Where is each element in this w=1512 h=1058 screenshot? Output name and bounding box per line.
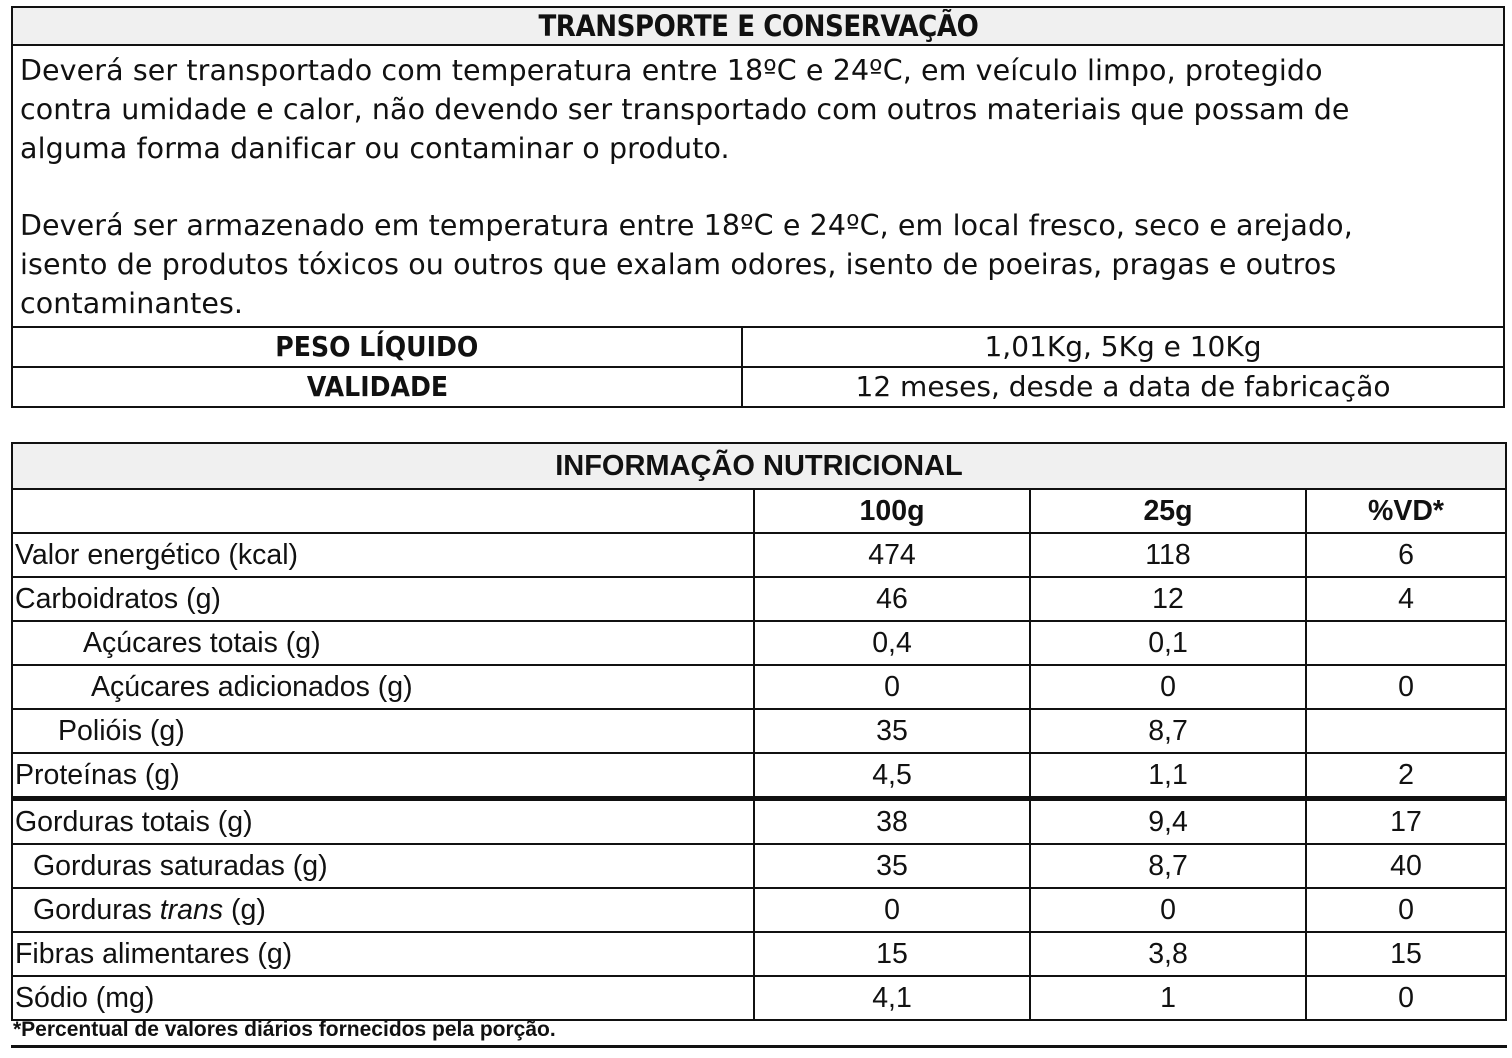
value-vd: 0 bbox=[1306, 665, 1506, 709]
value-vd bbox=[1306, 709, 1506, 753]
nutrition-header-row bbox=[12, 489, 1506, 533]
value-vd: 6 bbox=[1306, 533, 1506, 577]
table-row bbox=[12, 888, 1506, 932]
nutrient-label: Polióis (g) bbox=[12, 709, 754, 753]
label-prefix: Gorduras bbox=[33, 894, 160, 926]
value-25g: 12 bbox=[1030, 577, 1306, 621]
header-blank bbox=[12, 489, 754, 533]
nutrient-label: Açúcares totais (g) bbox=[12, 621, 754, 665]
validity-row bbox=[12, 367, 1504, 407]
value-25g: 0,1 bbox=[1030, 621, 1306, 665]
table-row bbox=[12, 577, 1506, 621]
table-row bbox=[12, 533, 1506, 577]
nutrient-label: Valor energético (kcal) bbox=[12, 533, 754, 577]
transport-text-line: contra umidade e calor, não devendo ser transportado com outros materiais que possam de bbox=[20, 92, 1350, 126]
value-vd: 17 bbox=[1306, 799, 1506, 845]
validity-label: VALIDADE bbox=[12, 367, 742, 407]
value-vd: 2 bbox=[1306, 753, 1506, 799]
transport-text-line: alguma forma danificar ou contaminar o produto. bbox=[20, 131, 730, 165]
value-25g: 0 bbox=[1030, 665, 1306, 709]
table-row bbox=[12, 709, 1506, 753]
value-vd: 0 bbox=[1306, 888, 1506, 932]
value-100g: 474 bbox=[754, 533, 1030, 577]
header-vd: %VD* bbox=[1306, 489, 1506, 533]
table-row bbox=[12, 844, 1506, 888]
storage-text-line: contaminantes. bbox=[20, 286, 244, 320]
nutrient-label: Gorduras totais (g) bbox=[12, 799, 754, 845]
nutrient-label: Gorduras saturadas (g) bbox=[12, 844, 754, 888]
label-suffix: (g) bbox=[223, 894, 266, 926]
validity-value: 12 meses, desde a data de fabricação bbox=[742, 367, 1504, 407]
net-weight-label: PESO LÍQUIDO bbox=[12, 327, 742, 367]
value-25g: 8,7 bbox=[1030, 844, 1306, 888]
value-vd: 40 bbox=[1306, 844, 1506, 888]
value-25g: 9,4 bbox=[1030, 799, 1306, 845]
value-25g: 118 bbox=[1030, 533, 1306, 577]
value-vd bbox=[1306, 621, 1506, 665]
table-row bbox=[12, 799, 1506, 845]
value-25g: 3,8 bbox=[1030, 932, 1306, 976]
transport-text-line: Deverá ser transportado com temperatura entre 18ºC e 24ºC, em veículo limpo, protegido bbox=[20, 54, 1323, 87]
table-row bbox=[12, 753, 1506, 799]
net-weight-row bbox=[12, 327, 1504, 367]
nutrient-label: Proteínas (g) bbox=[12, 753, 754, 799]
transport-description bbox=[12, 45, 1504, 327]
nutrient-label: Açúcares adicionados (g) bbox=[12, 665, 754, 709]
value-100g: 46 bbox=[754, 577, 1030, 621]
value-vd: 0 bbox=[1306, 976, 1506, 1020]
value-100g: 38 bbox=[754, 799, 1030, 845]
transport-conservation-table bbox=[11, 6, 1505, 408]
nutrient-label bbox=[12, 888, 754, 932]
net-weight-value: 1,01Kg, 5Kg e 10Kg bbox=[742, 327, 1504, 367]
table-row bbox=[12, 932, 1506, 976]
value-100g: 4,1 bbox=[754, 976, 1030, 1020]
value-25g: 8,7 bbox=[1030, 709, 1306, 753]
nutrition-table bbox=[11, 442, 1507, 1021]
table-row bbox=[12, 621, 1506, 665]
nutrient-label: Carboidratos (g) bbox=[12, 577, 754, 621]
value-25g: 1 bbox=[1030, 976, 1306, 1020]
value-25g: 0 bbox=[1030, 888, 1306, 932]
value-100g: 35 bbox=[754, 844, 1030, 888]
table-row bbox=[12, 665, 1506, 709]
value-100g: 4,5 bbox=[754, 753, 1030, 799]
value-25g: 1,1 bbox=[1030, 753, 1306, 799]
value-100g: 35 bbox=[754, 709, 1030, 753]
nutrient-label: Sódio (mg) bbox=[12, 976, 754, 1020]
nutrient-label: Fibras alimentares (g) bbox=[12, 932, 754, 976]
value-vd: 4 bbox=[1306, 577, 1506, 621]
header-100g: 100g bbox=[754, 489, 1030, 533]
value-100g: 0,4 bbox=[754, 621, 1030, 665]
header-25g: 25g bbox=[1030, 489, 1306, 533]
nutrition-title: INFORMAÇÃO NUTRICIONAL bbox=[12, 443, 1506, 489]
storage-text-line: isento de produtos tóxicos ou outros que exalam odores, isento de poeiras, pragas e outros bbox=[20, 248, 1337, 282]
label-italic: trans bbox=[159, 894, 224, 926]
value-100g: 0 bbox=[754, 888, 1030, 932]
value-vd: 15 bbox=[1306, 932, 1506, 976]
storage-text-line: Deverá ser armazenado em temperatura entre 18ºC e 24ºC, em local fresco, seco e arejado, bbox=[20, 209, 1353, 243]
transport-title: TRANSPORTE E CONSERVAÇÃO bbox=[12, 7, 1504, 45]
table-row bbox=[12, 976, 1506, 1020]
footnote: *Percentual de valores diários fornecidos pela porção. bbox=[11, 1015, 1507, 1048]
value-100g: 15 bbox=[754, 932, 1030, 976]
value-100g: 0 bbox=[754, 665, 1030, 709]
